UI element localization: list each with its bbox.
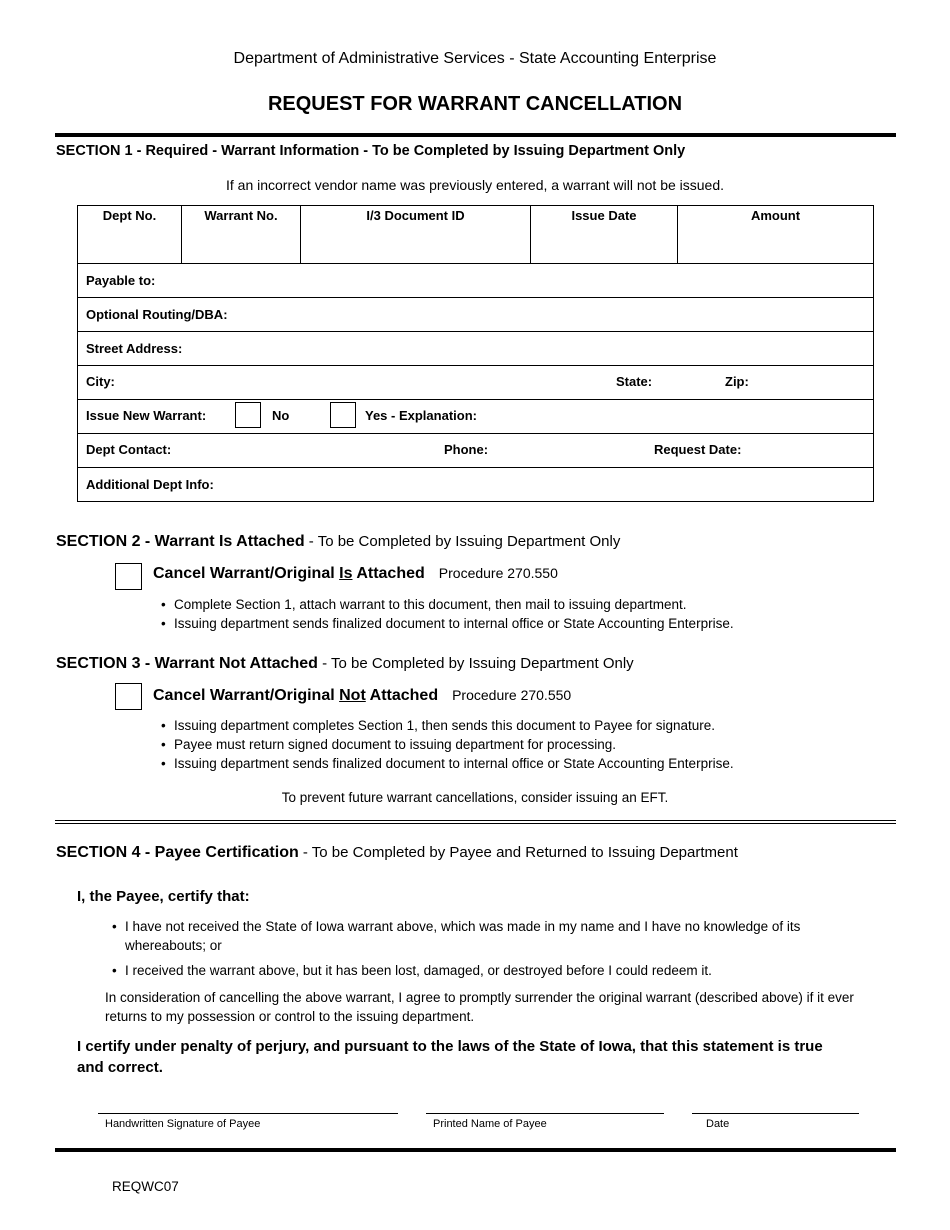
list-item: • Issuing department completes Section 1, then sends this document to Payee for signature. xyxy=(161,716,881,735)
warrant-attached-option xyxy=(153,565,558,583)
date-line[interactable] xyxy=(692,1113,859,1114)
document-id-label: I/3 Document ID xyxy=(366,208,465,223)
procedure-ref: Procedure 270.550 xyxy=(452,687,572,703)
section1-subtitle: Required - Warrant Information - To be Completed by Issuing Department Only xyxy=(145,143,686,159)
section2-subtitle: - To be Completed by Issuing Department Only xyxy=(304,533,621,550)
signature-label: Handwritten Signature of Payee xyxy=(105,1118,261,1130)
amount-label: Amount xyxy=(750,208,801,223)
divider xyxy=(55,823,896,824)
date-label: Date xyxy=(706,1118,730,1130)
warrant-attached-checkbox[interactable] xyxy=(115,563,142,590)
section1-note: If an incorrect vendor name was previously entered, a warrant will not be issued. xyxy=(225,177,725,193)
procedure-ref: Procedure 270.550 xyxy=(438,565,558,581)
consideration-text: In consideration of cancelling the above warrant, I agree to promptly surrender the original warrant (described above) if it ever returns to my possession or control to the issuing department. xyxy=(105,990,854,1024)
section3-subtitle: - To be Completed by Issuing Department Only xyxy=(317,655,634,672)
option-emphasis: Is xyxy=(339,565,353,582)
list-item: • Issuing department sends finalized document to internal office or State Accounting Enterprise. xyxy=(161,754,881,773)
zip-label: Zip: xyxy=(725,374,749,389)
warrant-no-field[interactable] xyxy=(182,206,301,264)
certification-list xyxy=(112,917,852,986)
street-address-label: Street Address: xyxy=(86,341,183,356)
list-item: • I received the warrant above, but it has been lost, damaged, or destroyed before I could redeem it. xyxy=(112,961,852,980)
dept-contact-row[interactable] xyxy=(78,434,874,468)
section4-label: SECTION 4 - Payee Certification xyxy=(56,844,299,861)
warrant-not-attached-option xyxy=(153,687,571,705)
no-label: No xyxy=(272,408,290,423)
option-emphasis: Not xyxy=(339,687,366,704)
certify-intro: I, the Payee, certify that: xyxy=(77,888,250,905)
warrant-header-row xyxy=(78,206,874,264)
section1-title xyxy=(56,143,685,159)
section2-title xyxy=(56,533,620,551)
yes-checkbox[interactable] xyxy=(330,402,356,428)
perjury-statement: I certify under penalty of perjury, and pursuant to the laws of the State of Iowa, that this statement is true and correct. xyxy=(77,1038,823,1076)
section4-subtitle: - To be Completed by Payee and Returned to Issuing Department xyxy=(298,844,738,861)
dept-no-label: Dept No. xyxy=(102,208,157,223)
section2-label: SECTION 2 - Warrant Is Attached xyxy=(56,533,305,550)
payable-to-field[interactable] xyxy=(78,264,874,298)
routing-field[interactable] xyxy=(78,298,874,332)
form-id: REQWC07 xyxy=(112,1179,179,1194)
option-text: Cancel Warrant/Original xyxy=(153,565,340,582)
routing-label: Optional Routing/DBA: xyxy=(86,307,228,322)
yes-explanation-label: Yes - Explanation: xyxy=(365,408,477,423)
warrant-not-attached-checkbox[interactable] xyxy=(115,683,142,710)
street-address-field[interactable] xyxy=(78,332,874,366)
divider xyxy=(55,133,896,137)
amount-field[interactable] xyxy=(678,206,874,264)
section4-title xyxy=(56,844,738,862)
option-text: Cancel Warrant/Original xyxy=(153,687,340,704)
list-item: • Payee must return signed document to issuing department for processing. xyxy=(161,735,881,754)
signature-line[interactable] xyxy=(98,1113,398,1114)
printed-name-label: Printed Name of Payee xyxy=(433,1118,547,1130)
section3-label: SECTION 3 - Warrant Not Attached xyxy=(56,655,318,672)
issue-date-field[interactable] xyxy=(531,206,678,264)
city-state-zip-row[interactable] xyxy=(78,366,874,400)
issue-new-warrant-label: Issue New Warrant: xyxy=(86,408,207,423)
city-label: City: xyxy=(86,374,115,389)
section1-label: SECTION 1 - xyxy=(56,143,142,159)
issue-new-warrant-row xyxy=(78,400,874,434)
issue-date-label: Issue Date xyxy=(571,208,637,223)
additional-info-label: Additional Dept Info: xyxy=(86,477,214,492)
list-item: • Complete Section 1, attach warrant to this document, then mail to issuing department. xyxy=(161,595,881,614)
divider xyxy=(55,1148,896,1152)
section2-instructions xyxy=(161,595,881,633)
dept-contact-label: Dept Contact: xyxy=(86,442,172,457)
phone-label: Phone: xyxy=(444,442,489,457)
printed-name-line[interactable] xyxy=(426,1113,664,1114)
option-text-end: Attached xyxy=(365,687,439,704)
dept-no-field[interactable] xyxy=(78,206,182,264)
warrant-no-label: Warrant No. xyxy=(204,208,278,223)
additional-info-field[interactable] xyxy=(78,468,874,502)
section3-title xyxy=(56,655,634,673)
state-label: State: xyxy=(616,374,653,389)
document-id-field[interactable] xyxy=(301,206,531,264)
department-header: Department of Administrative Services - State Accounting Enterprise xyxy=(233,50,717,67)
page-title: REQUEST FOR WARRANT CANCELLATION xyxy=(267,93,683,115)
divider xyxy=(55,820,896,821)
option-text-end: Attached xyxy=(352,565,425,582)
request-date-label: Request Date: xyxy=(654,442,742,457)
no-checkbox[interactable] xyxy=(235,402,261,428)
eft-note: To prevent future warrant cancellations, consider issuing an EFT. xyxy=(281,790,669,805)
list-item: • Issuing department sends finalized document to internal office or State Accounting Enterprise. xyxy=(161,614,881,633)
list-item: • I have not received the State of Iowa warrant above, which was made in my name and I have no knowledge of its whereabouts; or xyxy=(112,917,852,955)
section3-instructions xyxy=(161,716,881,773)
warrant-info-table xyxy=(77,205,874,502)
payable-to-label: Payable to: xyxy=(86,273,156,288)
